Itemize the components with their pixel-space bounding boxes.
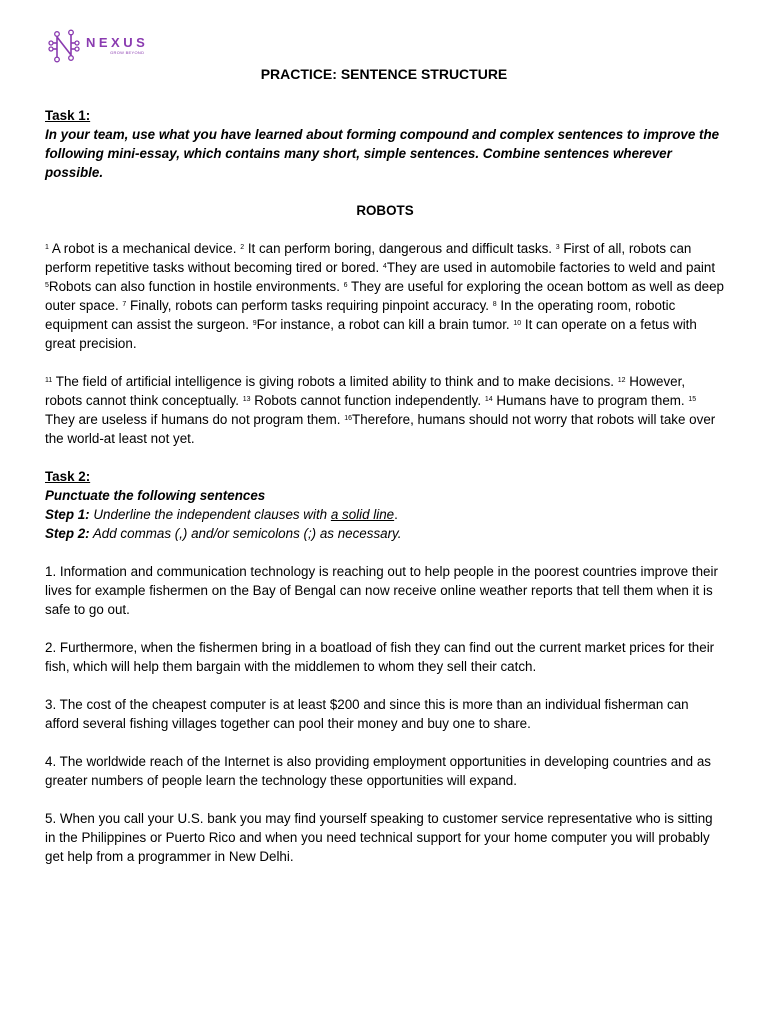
sentence-text: In the operating room, robotic equipment can assist the surgeon. — [45, 298, 676, 332]
sentence-number: 1 — [45, 244, 49, 251]
sentence-number: 3 — [555, 244, 560, 251]
sentence-text: Robots cannot function independently. — [250, 393, 485, 408]
nexus-logo-icon — [48, 29, 80, 63]
step1-label: Step 1: — [45, 507, 90, 522]
exercise-item-2: 2. Furthermore, when the fishermen bring in a boatload of fish they can find out the current market prices for their fish, which will help them bargain with the middlemen to whom they sell their catch. — [45, 640, 715, 674]
sentence-number: 11 — [45, 377, 53, 384]
sentence-text: A robot is a mechanical device. — [48, 241, 241, 256]
sentence-number: 8 — [492, 301, 497, 308]
sentence-number: 7 — [122, 301, 127, 308]
exercise-item-5: 5. When you call your U.S. bank you may find yourself speaking to customer service representative who is sitting in the Philippines or Puerto Rico and when you need technical support for your home computer you will probably get help from a programmer in New Delhi. — [45, 811, 713, 864]
sentence-number: 15 — [688, 396, 697, 403]
sentence-text: The field of artificial intelligence is giving robots a limited ability to think and to make decisions. — [52, 374, 618, 389]
sentence-number: 5 — [45, 282, 49, 289]
essay-paragraph-1 — [45, 239, 725, 353]
sentence-number: 6 — [343, 282, 348, 289]
logo-tagline: GROW BEYOND — [110, 50, 145, 55]
sentence-number: 9 — [252, 320, 257, 327]
exercise-item-3: 3. The cost of the cheapest computer is at least $200 and since this is more than an individual fisherman can afford several fishing villages together can pool their money and buy one to share. — [45, 697, 689, 731]
sentence-number: 12 — [617, 377, 626, 384]
task1-heading: Task 1: — [45, 108, 91, 123]
step1-solid-line: a solid line — [330, 507, 395, 522]
sentence-text: First of all, robots can perform repetitive tasks without becoming tired or bored. — [45, 241, 692, 275]
essay-title: ROBOTS — [356, 203, 414, 218]
sentence-text: Humans have to program them. — [492, 393, 689, 408]
essay-paragraph-2 — [45, 372, 725, 448]
sentence-number: 10 — [513, 320, 522, 327]
sentence-text: They are useful for exploring the ocean bottom as well as deep outer space. — [45, 279, 724, 313]
exercise-item-1: 1. Information and communication technology is reaching out to help people in the poorest countries improve their lives for example fishermen on the Bay of Bengal can now receive online weather reports that tell them when it is safe to go out. — [45, 564, 718, 617]
task1-instruction: In your team, use what you have learned about forming compound and complex sentences to improve the following mini-essay, which contains many short, simple sentences. Combine sentences wherever possible. — [45, 127, 720, 180]
task2-subheading: Punctuate the following sentences — [45, 488, 266, 503]
step2-text: Add commas (,) and/or semicolons (;) as necessary. — [89, 526, 402, 541]
sentence-text: It can perform boring, dangerous and difficult tasks. — [244, 241, 556, 256]
sentence-text: Robots can also function in hostile environments. — [48, 279, 344, 294]
sentence-number: 13 — [242, 396, 251, 403]
page-title: PRACTICE: SENTENCE STRUCTURE — [260, 66, 508, 82]
sentence-number: 2 — [240, 244, 245, 251]
sentence-number: 16 — [344, 415, 353, 422]
sentence-number: 14 — [484, 396, 493, 403]
step1-text: Underline the independent clauses with — [89, 507, 331, 522]
logo-name: NEXUS — [86, 35, 149, 50]
sentence-text: For instance, a robot can kill a brain tumor. — [256, 317, 514, 332]
document-body — [45, 106, 725, 866]
sentence-text: However, robots cannot think conceptually. — [45, 374, 686, 408]
sentence-text: Therefore, humans should not worry that robots will take over the world-at least not yet. — [45, 412, 716, 446]
step1 — [45, 505, 725, 524]
sentence-number: 4 — [382, 263, 387, 270]
sentence-text: Finally, robots can perform tasks requiring pinpoint accuracy. — [126, 298, 493, 313]
nexus-logo — [48, 29, 148, 63]
step2 — [45, 524, 725, 543]
sentence-text: They are used in automobile factories to weld and paint — [386, 260, 716, 275]
sentence-text: They are useless if humans do not program them. — [45, 412, 345, 427]
step1-end: . — [394, 507, 398, 522]
task2-heading: Task 2: — [45, 469, 91, 484]
step2-label: Step 2: — [45, 526, 90, 541]
exercise-item-4: 4. The worldwide reach of the Internet is also providing employment opportunities in developing countries and as greater numbers of people learn the technology these opportunities will expand. — [45, 754, 711, 788]
sentence-text: It can operate on a fetus with great precision. — [45, 317, 697, 351]
